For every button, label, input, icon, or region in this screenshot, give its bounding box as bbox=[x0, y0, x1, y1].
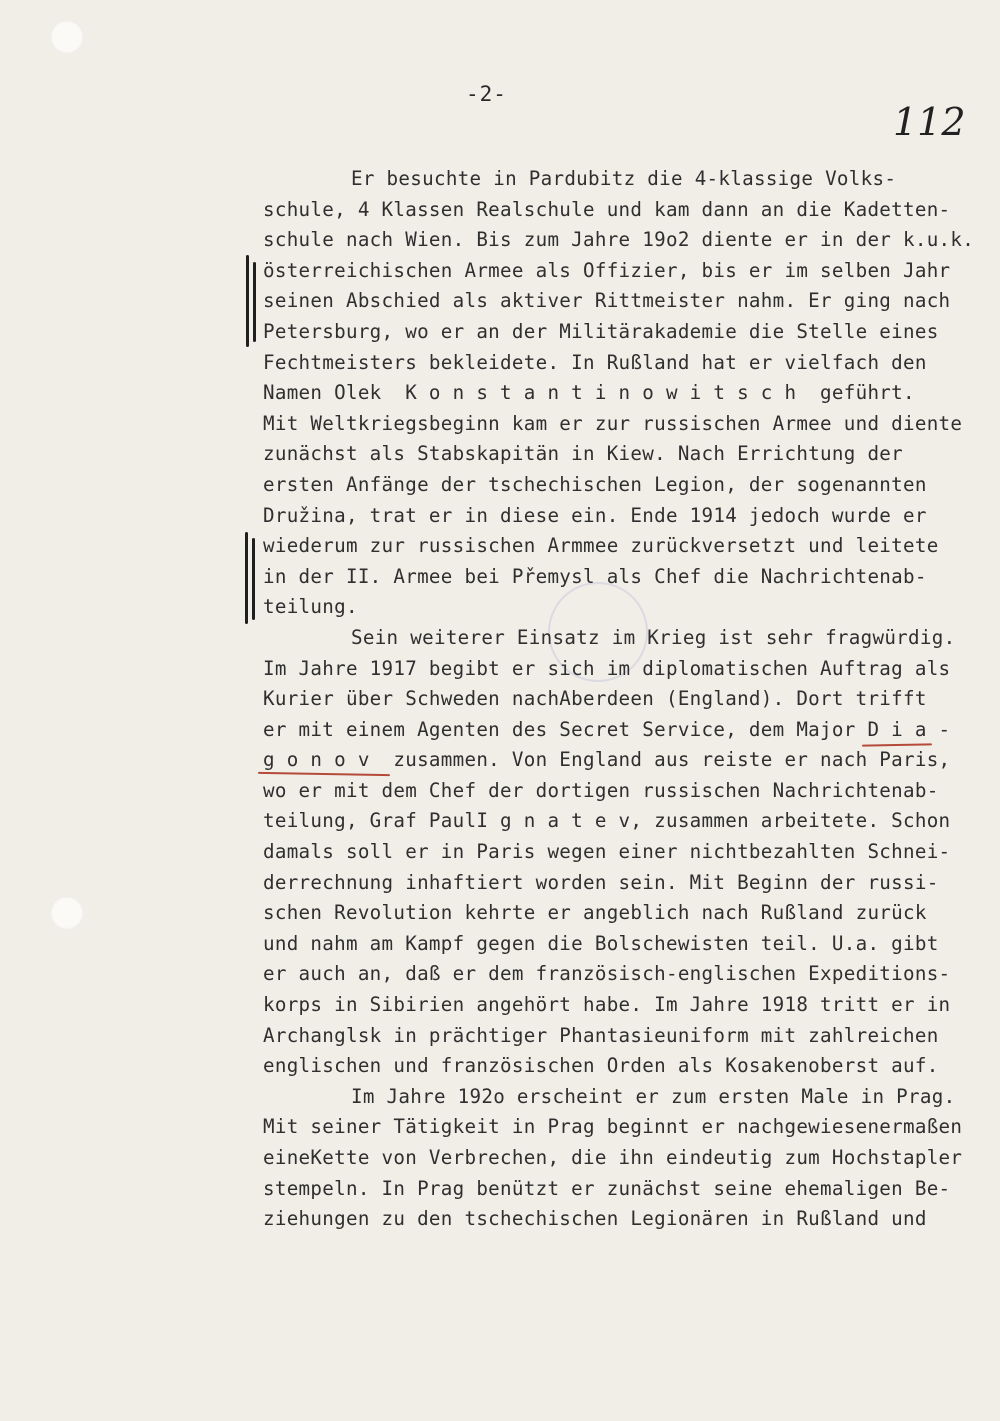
text-line: schen Revolution kehrte er angeblich nach Rußland zurück bbox=[263, 901, 927, 925]
text-line: und nahm am Kampf gegen die Bolschewisten teil. U.a. gibt bbox=[263, 931, 939, 955]
margin-mark bbox=[253, 262, 256, 342]
text-line: eineKette von Verbrechen, die ihn eindeutig zum Hochstapler bbox=[263, 1146, 963, 1169]
text-line: wo er mit dem Chef der dortigen russischen Nachrichtenab- bbox=[263, 778, 939, 802]
text-line: damals soll er in Paris wegen einer nichtbezahlten Schnei- bbox=[263, 840, 951, 864]
text-line: in der II. Armee bei Přemysl als Chef die Nachrichtenab- bbox=[263, 564, 927, 588]
folio-number: 112 bbox=[893, 100, 966, 144]
text-line: er mit einem Agenten des Secret Service, dem Major D i a - bbox=[263, 717, 951, 741]
text-line: schule, 4 Klassen Realschule und kam dann an die Kadetten- bbox=[263, 197, 951, 221]
text-line: er auch an, daß er dem französisch-englischen Expeditions- bbox=[263, 962, 951, 986]
text-line: ersten Anfänge der tschechischen Legion, der sogenannten bbox=[263, 472, 927, 496]
text-line: Mit Weltkriegsbeginn kam er zur russischen Armee und diente bbox=[263, 411, 963, 435]
text-line: österreichischen Armee als Offizier, bis er im selben Jahr bbox=[263, 258, 951, 282]
text-line: Kurier über Schweden nachAberdeen (England). Dort trifft bbox=[263, 687, 927, 711]
text-line: teilung. bbox=[263, 595, 358, 619]
text-line: Petersburg, wo er an der Militärakademie die Stelle eines bbox=[263, 319, 939, 343]
text-line: derrechnung inhaftiert worden sein. Mit Beginn der russi- bbox=[263, 870, 939, 894]
text-line: g o n o v zusammen. Von England aus reiste er nach Paris, bbox=[263, 748, 951, 772]
punch-hole bbox=[50, 896, 84, 930]
text-line: ziehungen zu den tschechischen Legionären in Rußland und bbox=[263, 1207, 927, 1231]
text-line: korps in Sibirien angehört habe. Im Jahre 1918 tritt er in bbox=[263, 993, 951, 1017]
text-line: Mit seiner Tätigkeit in Prag beginnt er nachgewiesenermaßen bbox=[263, 1115, 963, 1139]
text-line: stempeln. In Prag benützt er zunächst seine ehemaligen Be- bbox=[263, 1176, 951, 1200]
text-line: Im Jahre 192o erscheint er zum ersten Male in Prag. bbox=[351, 1084, 956, 1108]
text-line: seinen Abschied als aktiver Rittmeister nahm. Er ging nach bbox=[263, 289, 951, 313]
text-line: teilung, Graf PaulI g n a t e v, zusammen arbeitete. Schon bbox=[263, 809, 951, 833]
margin-mark bbox=[252, 538, 255, 620]
text-line: Fechtmeisters bekleidete. In Rußland hat er vielfach den bbox=[263, 350, 927, 374]
text-line: Er besuchte in Pardubitz die 4-klassige Volks- bbox=[351, 167, 897, 190]
body-text bbox=[263, 164, 993, 1235]
text-line: Archanglsk in prächtiger Phantasieuniform mit zahlreichen bbox=[263, 1023, 939, 1047]
text-line: wiederum zur russischen Armmee zurückversetzt und leitete bbox=[263, 534, 939, 558]
punch-hole bbox=[50, 20, 84, 54]
margin-mark bbox=[246, 255, 249, 347]
text-line: schule nach Wien. Bis zum Jahre 19o2 diente er in der k.u.k. bbox=[263, 228, 975, 252]
text-line: Družina, trat er in diese ein. Ende 1914 jedoch wurde er bbox=[263, 503, 927, 527]
margin-mark bbox=[245, 532, 248, 624]
page-number: -2- bbox=[466, 82, 507, 106]
text-line: Namen Olek K o n s t a n t i n o w i t s c h geführt. bbox=[263, 381, 915, 405]
text-line: zunächst als Stabskapitän in Kiew. Nach Errichtung der bbox=[263, 442, 903, 466]
text-line: Im Jahre 1917 begibt er sich im diplomatischen Auftrag als bbox=[263, 656, 951, 680]
text-line: Sein weiterer Einsatz im Krieg ist sehr fragwürdig. bbox=[351, 625, 956, 649]
text-line: englischen und französischen Orden als Kosakenoberst auf. bbox=[263, 1054, 939, 1078]
